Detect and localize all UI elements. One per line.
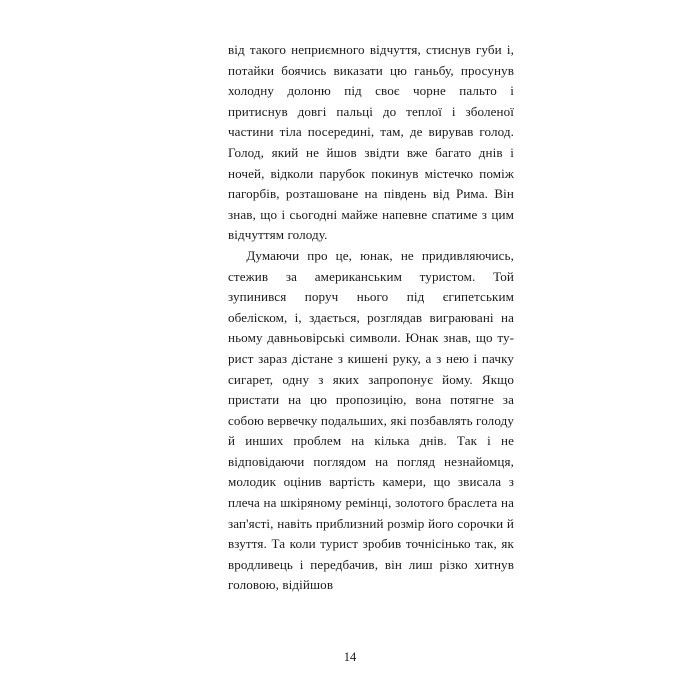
paragraph: Думаючи про це, юнак, не придивляючись, стежив за американським туристом. Той зупинився поруч нього під єгипетським обеліском, і, здається, розглядав виграювані на ньому давньовірські символи. Юнак знав, що турист зараз дістане з кишені руку, а з нею і пачку сигарет, одну з яких запропонує йому. Якщо пристати на цю пропозицію, вона потягне за собою вервечку подальших, які позбавлять голоду й инших проблем на кілька днів. Так і не відповідаючи поглядом на погляд незнайомця, молодик оцінив вартість камери, що звисала з плеча на шкіряному ремінці, золотого браслета на зап'ясті, навіть приблизний розмір його сорочки й взуття. Та коли турист зробив точнісінько так, як вродливець і передбачив, він лиш різко хитнув головою, відійшов bbox=[228, 247, 514, 593]
page-number: 14 bbox=[343, 650, 357, 664]
paragraph: від такого неприємного відчуття, стиснув губи і, потайки боячись виказати цю ганьбу, просунув холодну долоню під своє чорне пальто і притиснув довгі пальці до теплої і зболеної частини тіла посередині, там, де вирував голод. Голод, який не йшов звідти вже багато днів і ночей, відколи парубок покинув містечко поміж пагорбів, розташоване на південь від Рима. Він знав, що і сьогодні майже напевне спатиме з цим відчуттям голоду. bbox=[228, 42, 514, 243]
body-text-column bbox=[228, 40, 514, 596]
